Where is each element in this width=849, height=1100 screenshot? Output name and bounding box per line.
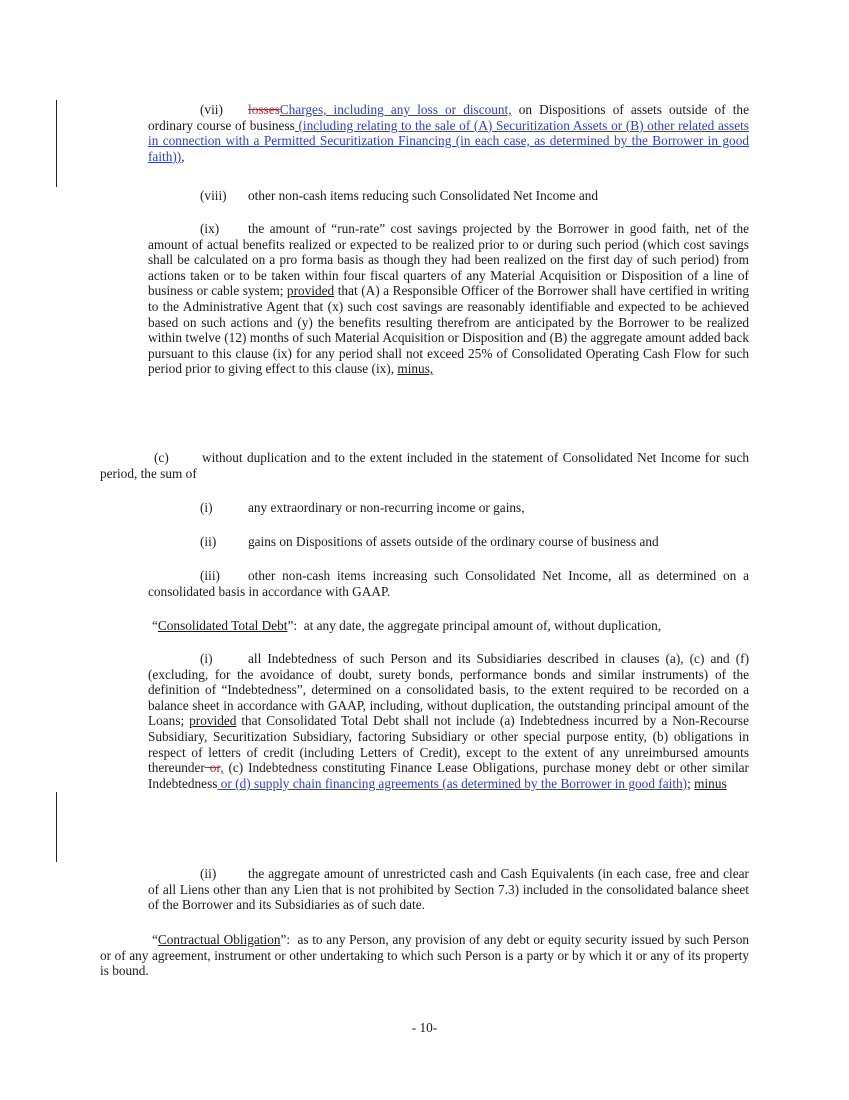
change-bar xyxy=(56,100,57,187)
inserted-text: Charges, including any loss or discount, xyxy=(279,102,512,117)
clause-label: (iii) xyxy=(200,568,220,583)
clause-c-ii xyxy=(148,534,749,550)
clause-text: on Dispositions of assets outside of the ordinary course of business xyxy=(148,102,749,133)
definition-consolidated-total-debt xyxy=(148,618,749,634)
quote-mark: ”: xyxy=(287,618,298,633)
clause-text: gains on Dispositions of assets outside of the ordinary course of business and xyxy=(248,534,659,549)
clause-vii xyxy=(148,102,749,164)
clause-text: that Consolidated Total Debt shall not include (a) Indebtedness incurred by a Non-Recourse Subsidiary, Securitization Subsidiary, factoring Subsidiary or other special purpose entity, (b) obligations in respect of letters of credit (including Letters of Credit), except to the extent of any unreimbursed amounts thereunder xyxy=(148,713,749,776)
quote-mark: ”: xyxy=(280,932,291,947)
clause-text: all Indebtedness of such Person and its Subsidiaries described in clauses (a), (c) and (f) (excluding, for the avoidance of doubt, surety bonds, performance bonds and similar instruments) of the definition of “Indebtedness”, determined on a consolidated basis, to the extent required to be recorded on a balance sheet in accordance with GAAP, including, without duplication, the outstanding principal amount of the Loans; xyxy=(148,651,749,729)
clause-label: (vii) xyxy=(200,102,223,117)
minus-term: minus xyxy=(694,775,727,791)
clause-text: other non-cash items reducing such Consolidated Net Income and xyxy=(248,188,599,203)
quote-mark: “ xyxy=(152,618,158,633)
clause-ctd-ii xyxy=(148,866,749,913)
clause-viii xyxy=(148,188,749,204)
defined-term: Contractual Obligation xyxy=(157,932,281,947)
clause-ix xyxy=(148,221,749,377)
clause-c-iii xyxy=(148,568,749,599)
clause-label: (ii) xyxy=(200,866,217,881)
clause-ctd-i xyxy=(148,651,749,791)
clause-label: (ii) xyxy=(200,534,217,549)
definition-text: at any date, the aggregate principal amount of, without duplication, xyxy=(297,618,662,633)
inserted-text: , xyxy=(220,760,224,776)
clause-label: (c) xyxy=(154,450,169,465)
clause-text: any extraordinary or non-recurring income or gains, xyxy=(248,500,525,515)
clause-label: (viii) xyxy=(200,188,227,203)
clause-c xyxy=(100,450,749,481)
page-number: - 10- xyxy=(411,1020,438,1035)
clause-text: , xyxy=(181,148,185,164)
clause-c-i xyxy=(148,500,749,516)
clause-text: ; xyxy=(687,775,695,791)
clause-text: the aggregate amount of unrestricted cash and Cash Equivalents (in each case, free and clear of all Liens other than any Lien that is not prohibited by Section 7.3) included in the consolidated balance sheet of the Borrower and its Subsidiaries as of such date. xyxy=(148,866,749,913)
change-bar xyxy=(56,792,57,862)
provided-term: provided xyxy=(189,713,237,729)
inserted-text: (including relating to the sale of (A) Securitization Assets or (B) other related assets in connection with a Permitted Securitization Financing (in each case, as determined by the Borrower in good faith)) xyxy=(148,117,749,164)
provided-term: provided xyxy=(286,283,335,299)
definition-text: as to any Person, any provision of any debt or equity security issued by such Person or of any agreement, instrument or other undertaking to which such Person is a party or by which it or any of its property is bound. xyxy=(100,932,753,979)
definition-contractual-obligation xyxy=(100,932,753,979)
clause-text: the amount of “run-rate” cost savings projected by the Borrower in good faith, net of the amount of actual benefits realized or expected to be realized prior to or during such period (which cost savings shall be calculated on a pro forma basis as though they had been realized on the first day of such period) from actions taken or to be taken within four fiscal quarters of any Material Acquisition or Disposition of a line of business or cable system; xyxy=(148,221,749,299)
deleted-text: or xyxy=(204,760,221,776)
inserted-text: or (d) supply chain financing agreements (as determined by the Borrower in good faith) xyxy=(217,775,688,791)
defined-term: Consolidated Total Debt xyxy=(157,618,288,633)
clause-text: other non-cash items increasing such Consolidated Net Income, all as determined on a consolidated basis in accordance with GAAP. xyxy=(148,568,749,599)
minus-term: minus, xyxy=(397,361,434,377)
clause-label: (i) xyxy=(200,651,213,666)
clause-label: (ix) xyxy=(200,221,220,236)
clause-text: without duplication and to the extent included in the statement of Consolidated Net Income for such period, the sum of xyxy=(100,450,749,481)
clause-text: that (A) a Responsible Officer of the Borrower shall have certified in writing to the Administrative Agent that (x) such cost savings are reasonably identifiable and expected to be achieved based on such actions and (y) the benefits resulting therefrom are anticipated by the Borrower to be realized within twelve (12) months of such Material Acquisition or Disposition and (B) the aggregate amount added back pursuant to this clause (ix) for any period shall not exceed 25% of Consolidated Operating Cash Flow for such period prior to giving effect to this clause (ix), xyxy=(148,283,749,377)
quote-mark: “ xyxy=(152,932,158,947)
clause-label: (i) xyxy=(200,500,213,515)
deleted-text: losses xyxy=(248,102,280,117)
clause-text: (c) Indebtedness constituting Finance Lease Obligations, purchase money debt or other similar Indebtedness xyxy=(148,760,749,791)
